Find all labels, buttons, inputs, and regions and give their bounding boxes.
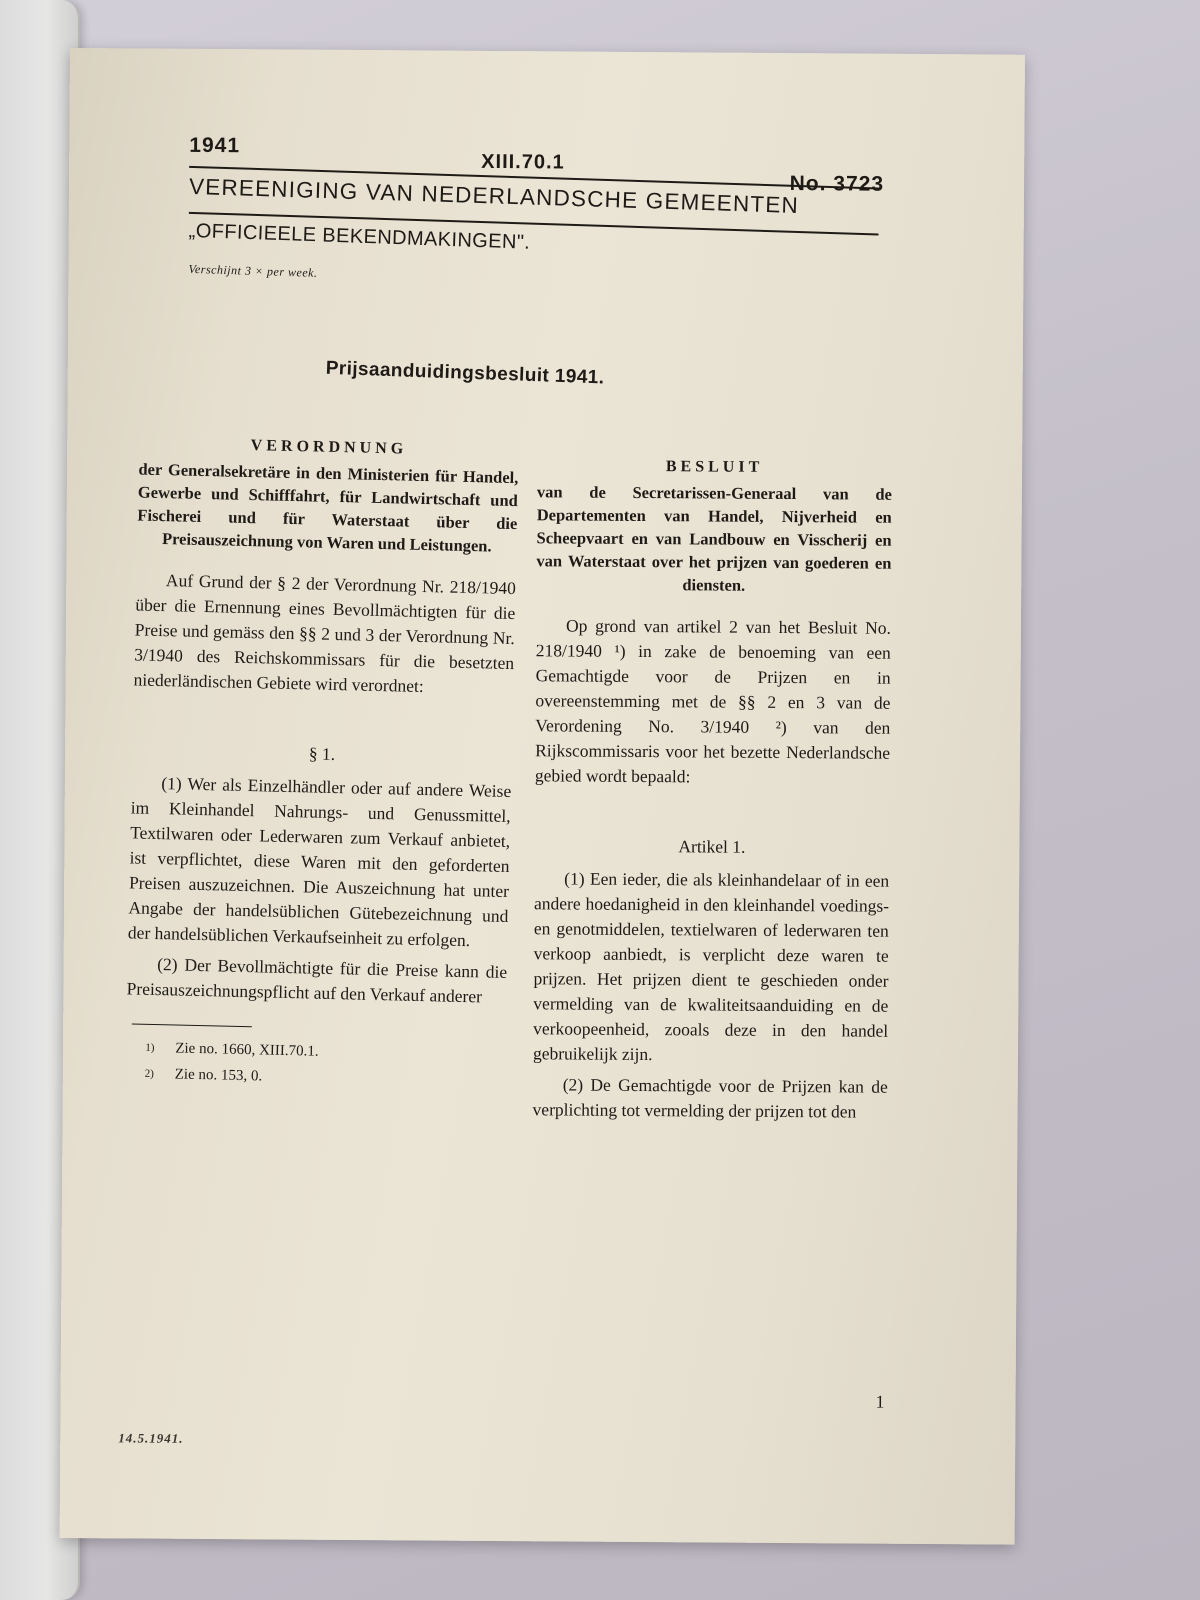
dutch-paragraph-1: (1) Een ieder, die als kleinhandelaar of in een andere hoedanigheid in den kleinhandel voedings- en genotmiddelen, textielwaren of lederwaren ten verkoop aanbiedt, is verplicht deze waren te prijzen. Het prijzen dient te geschieden onder vermelding van de kwaliteitsaanduiding en de verkoopeenheid, zooals deze in den handel gebruikelijk zijn. xyxy=(532,868,890,1065)
dutch-column xyxy=(532,453,892,1130)
german-intro: der Generalsekretäre in den Ministerien für Handel, Gewerbe und Schifffahrt, für Landwirtschaft und Fischerei und für Waterstaat über die Preisauszeichnung von Waren und Leistungen. xyxy=(137,459,519,556)
dutch-intro: van de Secretarissen-Generaal van de Departementen van Handel, Nijverheid en Scheepvaart en van Landbouw en Visscherij en van Waterstaat over het prijzen van goederen en diensten. xyxy=(536,482,892,595)
dutch-section-title: Artikel 1. xyxy=(678,836,746,857)
german-paragraph-1: (1) Wer als Einzelhändler oder auf andere Weise im Kleinhandel Nahrungs- und Genussmittel, Textilwaren oder Lederwaren zum Verkauf anbietet, ist verpflichtet, diese Waren mit den geforderten Preisen auszuzeichnen. Die Auszeichnung hat unter Angabe der handelsüblichen Gütebezeichnung und der handelsüblichen Verkaufseinheit zu erfolgen. xyxy=(127,773,512,951)
german-section-title: § 1. xyxy=(308,743,336,765)
dutch-paragraph-2: (2) De Gemachtigde voor de Prijzen kan de verplichting tot vermelding der prijzen tot den xyxy=(532,1074,888,1122)
dutch-preamble: Op grond van artikel 2 van het Besluit No. 218/1940 ¹) in zake de benoeming van een Gemachtigde voor de Prijzen en in overeenstemming met de §§ 2 en 3 van de Verordening No. 3/1940 ²) van den Rijkscommissaris voor het bezette Nederlandsche gebied wordt bepaald: xyxy=(534,615,892,787)
document-page xyxy=(60,48,1025,1545)
document-title: Prijsaanduidingsbesluit 1941. xyxy=(325,357,605,389)
footnote-mark: 2) xyxy=(144,1067,155,1080)
page-number: 1 xyxy=(875,1391,885,1412)
masthead-year: 1941 xyxy=(189,133,241,158)
publication-frequency: Verschijnt 3 × per week. xyxy=(188,261,318,280)
dutch-heading: BESLUIT xyxy=(665,458,764,476)
masthead xyxy=(188,133,885,280)
footnote-text: Zie no. 153, 0. xyxy=(174,1066,263,1085)
classification-code: XIII.70.1 xyxy=(481,150,565,174)
german-column xyxy=(124,430,519,1094)
issue-number: No. 3723 xyxy=(789,172,885,196)
footnote-divider xyxy=(132,1023,252,1027)
footnote-text: Zie no. 1660, XIII.70.1. xyxy=(175,1040,319,1060)
german-preamble: Auf Grund der § 2 der Verordnung Nr. 218/1940 über die Ernennung eines Bevollmächtigten für die Preise und gemäss den §§ 2 und 3 der Verordnung Nr. 3/1940 des Reichskommissars für die besetzten niederländischen Gebiete wird verordnet: xyxy=(133,570,517,697)
german-paragraph-2: (2) Der Bevollmächtigte für die Preise kann die Preisauszeichnungspflicht auf den Verkauf anderer xyxy=(126,954,508,1007)
print-date: 14.5.1941. xyxy=(118,1430,184,1446)
footnote-mark: 1) xyxy=(145,1041,155,1054)
organization-name: VEREENIGING VAN NEDERLANDSCHE GEMEENTEN xyxy=(188,173,800,218)
publication-name: „OFFICIEELE BEKENDMAKINGEN". xyxy=(188,219,531,254)
german-heading: VERORDNUNG xyxy=(250,437,408,458)
